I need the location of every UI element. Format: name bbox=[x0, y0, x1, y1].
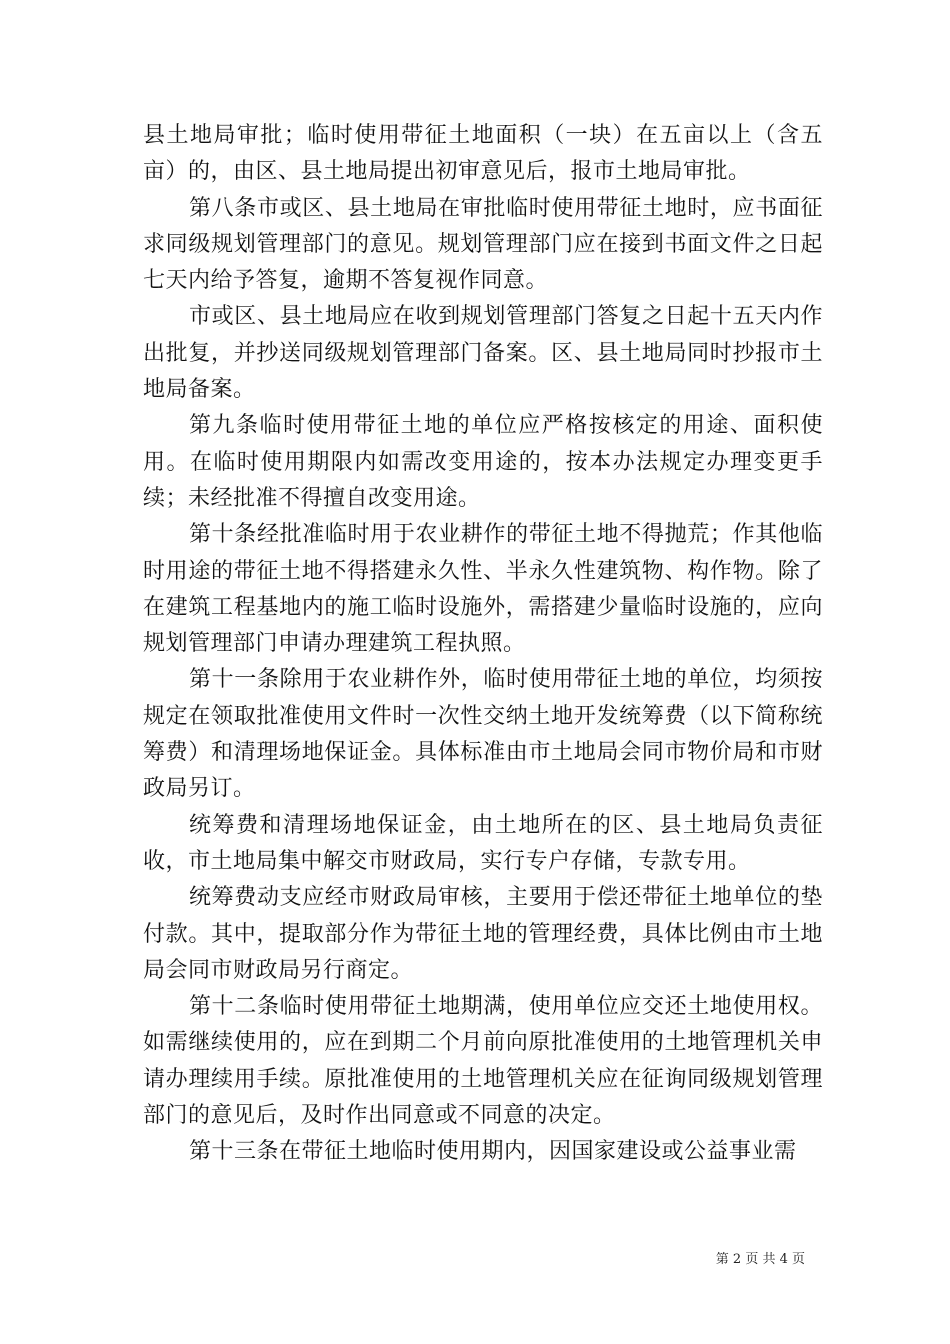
paragraph-article-13: 第十三条在带征土地临时使用期内，因国家建设或公益事业需 bbox=[189, 1139, 797, 1165]
paragraph-7: 统筹费动支应经市财政局审核，主要用于偿还带征土地单位的垫付款。其中，提取部分作为带征土地的管理经费，具体比例由市土地局会同市财政局另行商定。 bbox=[143, 885, 823, 983]
document-body bbox=[143, 118, 823, 1171]
paragraph-article-12: 第十二条临时使用带征土地期满，使用单位应交还土地使用权。如需继续使用的，应在到期二个月前向原批准使用的土地管理机关申请办理续用手续。原批准使用的土地管理机关应在征询同级规划管理部门的意见后，及时作出同意或不同意的决定。 bbox=[143, 994, 823, 1129]
paragraph-article-8: 第八条市或区、县土地局在审批临时使用带征土地时，应书面征求同级规划管理部门的意见。规划管理部门应在接到书面文件之日起七天内给予答复，逾期不答复视作同意。 bbox=[143, 195, 823, 294]
paragraph-2: 市或区、县土地局应在收到规划管理部门答复之日起十五天内作出批复，并抄送同级规划管理部门备案。区、县土地局同时抄报市土地局备案。 bbox=[143, 304, 823, 403]
page-number-footer: 第 2 页 共 4 页 bbox=[715, 1252, 805, 1267]
paragraph-0: 县土地局审批；临时使用带征土地面积（一块）在五亩以上（含五亩）的，由区、县土地局提出初审意见后，报市土地局审批。 bbox=[143, 123, 823, 185]
paragraph-article-11: 第十一条除用于农业耕作外，临时使用带征土地的单位，均须按规定在领取批准使用文件时一次性交纳土地开发统筹费（以下简称统筹费）和清理场地保证金。具体标准由市土地局会同市物价局和市财政局另订。 bbox=[143, 667, 823, 802]
paragraph-article-9: 第九条临时使用带征土地的单位应严格按核定的用途、面积使用。在临时使用期限内如需改变用途的，按本办法规定办理变更手续；未经批准不得擅自改变用途。 bbox=[143, 413, 823, 511]
paragraph-6: 统筹费和清理场地保证金，由土地所在的区、县土地局负责征收，市土地局集中解交市财政局，实行专户存储，专款专用。 bbox=[143, 812, 823, 874]
paragraph-article-10: 第十条经批准临时用于农业耕作的带征土地不得抛荒；作其他临时用途的带征土地不得搭建永久性、半永久性建筑物、构作物。除了在建筑工程基地内的施工临时设施外，需搭建少量临时设施的，应向规划管理部门申请办理建筑工程执照。 bbox=[143, 522, 823, 657]
